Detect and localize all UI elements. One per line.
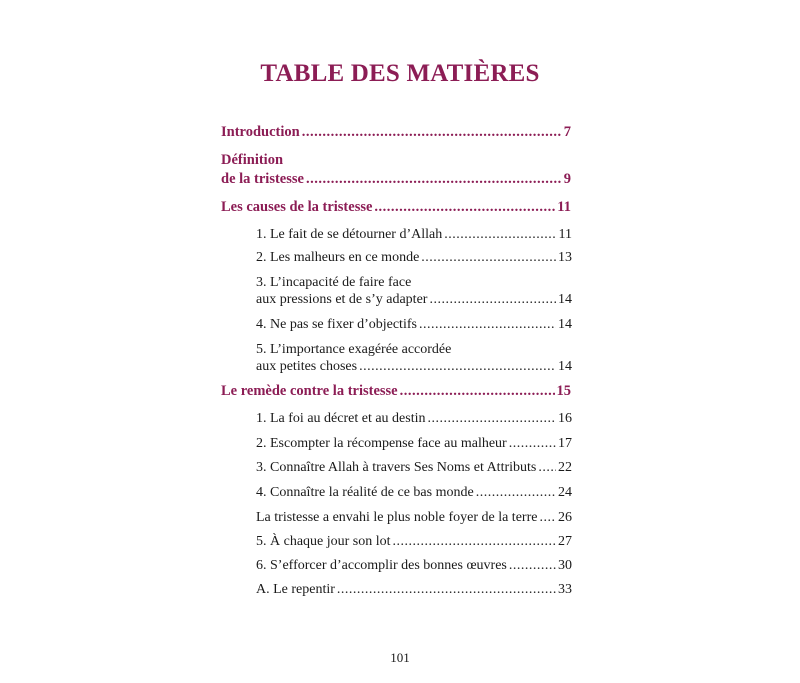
toc-entry-label: 3. Connaître Allah à travers Ses Noms et Attributs [256, 460, 537, 475]
dot-leader [427, 411, 556, 427]
toc-entry-causes[interactable] [221, 199, 571, 216]
toc-subentry[interactable] [256, 411, 572, 427]
toc-subentry[interactable] [256, 485, 572, 501]
toc-entry-label: 1. Le fait de se détourner d’Allah [256, 227, 443, 242]
toc-entry-page: 7 [563, 124, 571, 140]
toc-entry-label: aux pressions et de s’y adapter [256, 292, 428, 307]
toc-entry-label: A. Le repentir [256, 582, 335, 597]
dot-leader [306, 171, 562, 188]
toc-entry-label: 2. Les malheurs en ce monde [256, 250, 420, 265]
dot-leader [359, 359, 556, 375]
dot-leader [509, 436, 556, 452]
toc-entry-page: 11 [557, 199, 571, 215]
toc-entry-introduction[interactable] [221, 124, 571, 141]
toc-entry-page: 14 [558, 292, 572, 307]
toc-subentry[interactable] [256, 227, 572, 243]
toc-entry-label: 4. Ne pas se fixer d’objectifs [256, 317, 417, 332]
toc-subentry[interactable] [256, 436, 572, 452]
dot-leader [509, 558, 556, 574]
dot-leader [444, 227, 556, 243]
toc-entry-remede[interactable] [221, 383, 571, 400]
toc-subentry[interactable] [256, 359, 572, 375]
toc-entry-label: Les causes de la tristesse [221, 199, 373, 215]
toc-entry-page: 15 [556, 383, 571, 399]
toc-entry-page: 33 [558, 582, 572, 597]
dot-leader [419, 317, 556, 333]
toc-entry-first-line: 5. L’importance exagérée accordée [256, 342, 452, 357]
toc-entry-page: 24 [558, 485, 572, 500]
toc-entry-definition[interactable] [221, 171, 571, 188]
toc-entry-first-line: 3. L’incapacité de faire face [256, 275, 412, 290]
toc-entry-page: 27 [558, 534, 572, 549]
toc-entry-page: 17 [558, 436, 572, 451]
toc-entry-page: 11 [558, 227, 572, 242]
toc-entry-label: La tristesse a envahi le plus noble foyer de la terre [256, 510, 538, 525]
toc-entry-first-line: Définition [221, 152, 284, 168]
toc-entry-label: 5. À chaque jour son lot [256, 534, 391, 549]
toc-entry-label: de la tristesse [221, 171, 304, 187]
toc-entry-page: 22 [558, 460, 572, 475]
dot-leader [400, 383, 555, 400]
dot-leader [539, 510, 556, 526]
dot-leader [393, 534, 556, 550]
toc-entry-page: 16 [558, 411, 572, 426]
toc-subentry[interactable] [256, 460, 572, 476]
toc-entry-page: 30 [558, 558, 572, 573]
toc-subentry[interactable] [256, 317, 572, 333]
toc-subentry[interactable] [256, 534, 572, 550]
toc-entry-label: Le remède contre la tristesse [221, 383, 398, 399]
dot-leader [302, 124, 562, 141]
toc-entry-page: 13 [558, 250, 572, 265]
toc-subentry[interactable] [256, 250, 572, 266]
dot-leader [538, 460, 556, 476]
page-number: 101 [390, 650, 410, 665]
dot-leader [421, 250, 556, 266]
toc-entry-page: 14 [558, 359, 572, 374]
toc-subentry[interactable] [256, 510, 572, 526]
toc-entry-page: 14 [558, 317, 572, 332]
dot-leader [337, 582, 556, 598]
toc-entry-page: 26 [558, 510, 572, 525]
toc-subentry[interactable] [256, 582, 572, 598]
toc-entry-label: 2. Escompter la récompense face au malheur [256, 436, 507, 451]
dot-leader [374, 199, 555, 216]
dot-leader [429, 292, 556, 308]
toc-entry-label: 6. S’efforcer d’accomplir des bonnes œuvres [256, 558, 507, 573]
toc-entry-page: 9 [563, 171, 571, 187]
toc-subentry[interactable] [256, 292, 572, 308]
page-title: TABLE DES MATIÈRES [260, 60, 540, 87]
toc-subentry[interactable] [256, 558, 572, 574]
dot-leader [476, 485, 556, 501]
toc-entry-label: aux petites choses [256, 359, 358, 374]
toc-entry-label: Introduction [221, 124, 300, 140]
toc-entry-label: 4. Connaître la réalité de ce bas monde [256, 485, 474, 500]
toc-entry-label: 1. La foi au décret et au destin [256, 411, 426, 426]
